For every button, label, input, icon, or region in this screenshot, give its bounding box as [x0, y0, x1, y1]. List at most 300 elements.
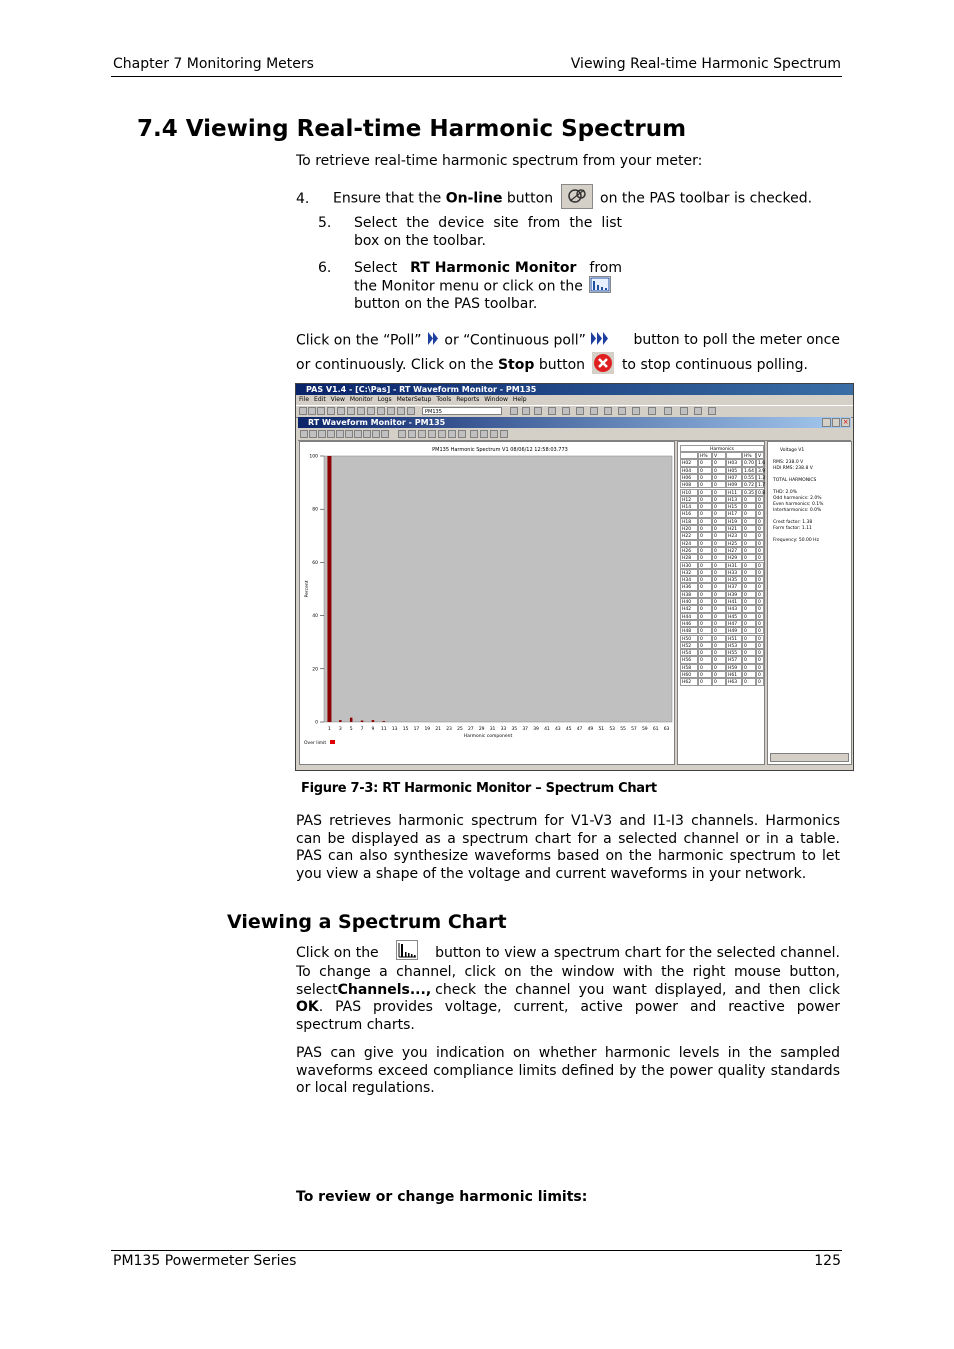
table-cell: 0 [742, 613, 756, 620]
chart-title: PM135 Harmonic Spectrum V1 08/06/12 12:58:03.773 [432, 447, 568, 453]
table-cell: 0 [712, 518, 726, 525]
table-cell: 0 [712, 583, 726, 590]
x-tick-label: 3 [338, 727, 342, 732]
table-cell: 0 [712, 459, 726, 466]
table-cell: 0 [712, 510, 726, 517]
table-row [680, 583, 764, 590]
table-cell: 0 [698, 613, 712, 620]
info-line: Even harmonics: 0.1% [773, 502, 824, 507]
legend-swatch [330, 740, 335, 744]
minimize-icon[interactable] [822, 418, 831, 427]
table-row [680, 510, 764, 517]
info-pane [767, 441, 852, 765]
info-line: Interharmonics: 0.0% [773, 508, 822, 513]
menu-logs[interactable]: Logs [377, 396, 392, 403]
table-cell: 0.55 [744, 475, 755, 481]
table-cell: 0 [712, 627, 726, 634]
table-header-cell [726, 452, 742, 459]
toolbar-button[interactable] [694, 407, 702, 415]
table-header-cell [680, 452, 698, 459]
table-cell: 0 [756, 540, 764, 547]
harmonics-header-row [680, 452, 764, 459]
table-cell: H47 [726, 620, 742, 627]
table-cell: H62 [680, 678, 698, 685]
menu-help[interactable]: Help [512, 396, 527, 403]
paragraph-text: Click on the [296, 945, 379, 962]
toolbar-button[interactable] [522, 407, 530, 415]
monitor-toolbar-button[interactable] [428, 430, 436, 438]
page-title: 7.4 Viewing Real-time Harmonic Spectrum [137, 116, 687, 142]
table-cell: 0 [756, 518, 764, 525]
monitor-toolbar-button[interactable] [309, 430, 317, 438]
poll-text: or “Continuous poll” [444, 332, 586, 349]
table-row [680, 656, 764, 663]
toolbar-button[interactable] [664, 407, 672, 415]
y-axis-label: Percent [305, 580, 310, 598]
table-cell: 0 [698, 627, 712, 634]
info-line: TOTAL HARMONICS [773, 478, 817, 483]
x-tick-label: 41 [544, 727, 550, 732]
poll-paragraph [296, 332, 840, 376]
app-titlebar: PAS V1.4 - [C:\Pas] - RT Waveform Monitor - PM135 [296, 384, 853, 395]
x-tick-label: 35 [511, 727, 518, 732]
monitor-toolbar-button[interactable] [372, 430, 380, 438]
table-cell: H15 [726, 503, 742, 510]
toolbar-button[interactable] [708, 407, 716, 415]
table-cell: 0 [712, 598, 726, 605]
table-cell: 0 [742, 635, 756, 642]
monitor-toolbar-button[interactable] [438, 430, 446, 438]
table-cell: H19 [726, 518, 742, 525]
maximize-icon[interactable] [832, 418, 841, 427]
site-select[interactable]: PM135 [422, 407, 502, 415]
monitor-toolbar-button[interactable] [327, 430, 335, 438]
monitor-toolbar-button[interactable] [354, 430, 362, 438]
toolbar-button[interactable] [604, 407, 612, 415]
table-cell: 0 [712, 605, 726, 612]
x-tick-label: 29 [478, 727, 485, 732]
table-cell: 0 [698, 576, 712, 583]
table-cell: 0 [742, 671, 756, 678]
toolbar-button[interactable] [327, 407, 335, 415]
table-cell: H55 [726, 649, 742, 656]
table-cell: 0 [742, 510, 756, 517]
table-cell: 0 [742, 620, 756, 627]
table-cell: H57 [726, 656, 742, 663]
table-row [680, 540, 764, 547]
table-cell: H13 [726, 496, 742, 503]
table-cell: 0 [756, 627, 764, 634]
monitor-toolbar-button[interactable] [448, 430, 456, 438]
monitor-toolbar-button[interactable] [480, 430, 488, 438]
table-cell: 0 [712, 540, 726, 547]
bar-h1 [327, 456, 331, 722]
table-cell: H08 [680, 481, 698, 488]
table-cell: H20 [680, 525, 698, 532]
table-row [680, 503, 764, 510]
step-text: on the PAS toolbar is checked. [600, 190, 813, 207]
table-cell: 0 [698, 620, 712, 627]
table-cell: 0 [698, 569, 712, 576]
table-cell: 0 [712, 474, 726, 481]
x-tick-label: 1 [328, 727, 331, 732]
table-cell: H37 [726, 583, 742, 590]
toolbar-button[interactable] [367, 407, 375, 415]
table-row [680, 664, 764, 671]
table-cell: 0 [698, 489, 712, 496]
table-row [680, 518, 764, 525]
table-cell: 0 [742, 678, 756, 685]
toolbar-button[interactable] [397, 407, 405, 415]
table-cell: H30 [680, 562, 698, 569]
table-cell: H59 [726, 664, 742, 671]
table-cell: 0 [712, 467, 726, 474]
menu-edit[interactable]: Edit [314, 396, 326, 403]
table-cell: H05 [726, 467, 742, 474]
table-cell: 0 [756, 496, 764, 503]
table-cell: 0 [698, 547, 712, 554]
table-cell: 0 [712, 532, 726, 539]
table-cell: H51 [726, 635, 742, 642]
info-line: Frequency: 50.00 Hz [773, 538, 819, 543]
menu-view[interactable]: View [330, 396, 345, 403]
table-cell: H22 [680, 532, 698, 539]
table-cell: 0.8 [758, 490, 766, 496]
x-tick-label: 37 [522, 727, 529, 732]
table-cell: 0 [742, 598, 756, 605]
toolbar-button[interactable] [387, 407, 395, 415]
table-cell: 0 [742, 664, 756, 671]
table-cell: 0 [698, 591, 712, 598]
continuous-poll-icon [590, 330, 610, 347]
table-row [680, 496, 764, 503]
poll-text: Click on the “Poll” [296, 332, 422, 349]
horizontal-scrollbar[interactable] [770, 753, 849, 762]
table-row [680, 598, 764, 605]
table-row [680, 591, 764, 598]
harmonics-table-title: Harmonics [680, 445, 764, 452]
table-row [680, 678, 764, 685]
monitor-toolbar-button[interactable] [345, 430, 353, 438]
toolbar-button[interactable] [534, 407, 542, 415]
toolbar-button[interactable] [618, 407, 626, 415]
toolbar-button[interactable] [576, 407, 584, 415]
table-cell: H36 [680, 583, 698, 590]
step-bold: RT Harmonic Monitor [410, 260, 577, 276]
table-cell: 0 [742, 583, 756, 590]
table-cell: H56 [680, 656, 698, 663]
toolbar-button[interactable] [377, 407, 385, 415]
header-rule [111, 76, 842, 77]
monitor-toolbar-button[interactable] [470, 430, 478, 438]
poll-text: to stop continuous polling. [621, 357, 808, 373]
step-text: the Monitor menu or click on the [354, 278, 583, 295]
x-tick-label: 5 [349, 727, 353, 732]
table-cell: H38 [680, 591, 698, 598]
table-cell: 0 [756, 503, 764, 510]
table-cell: 0 [742, 554, 756, 561]
paragraph-text: button to view a spectrum chart for the selected channel. [435, 945, 840, 962]
y-tick-label: 100 [309, 454, 318, 460]
x-tick-label: 63 [663, 727, 670, 732]
x-tick-label: 53 [609, 727, 616, 732]
monitor-toolbar-button[interactable] [490, 430, 498, 438]
x-tick-label: 49 [587, 727, 594, 732]
table-cell: 0 [712, 620, 726, 627]
table-cell: 0 [756, 664, 764, 671]
table-cell: 0 [698, 562, 712, 569]
table-cell: 0 [742, 525, 756, 532]
table-cell: 0 [698, 664, 712, 671]
table-cell: H52 [680, 642, 698, 649]
menu-reports[interactable]: Reports [456, 396, 480, 403]
table-row [680, 671, 764, 678]
monitor-toolbar-button[interactable] [408, 430, 416, 438]
toolbar-button[interactable] [648, 407, 656, 415]
table-cell: 0 [698, 635, 712, 642]
section-heading: Viewing a Spectrum Chart [227, 911, 507, 933]
rt-harmonic-monitor-icon [589, 276, 611, 293]
table-cell: H42 [680, 605, 698, 612]
table-cell: 0 [742, 656, 756, 663]
y-tick-label: 80 [312, 507, 318, 513]
toolbar-button[interactable] [548, 407, 556, 415]
table-cell: H46 [680, 620, 698, 627]
table-row [680, 474, 764, 481]
table-cell: 0 [698, 503, 712, 510]
monitor-toolbar-button[interactable] [336, 430, 344, 438]
step-text: button [502, 190, 554, 207]
menu-file[interactable]: File [299, 396, 310, 403]
table-cell: 0 [742, 569, 756, 576]
x-tick-label: 15 [402, 727, 409, 732]
table-cell: 0 [712, 576, 726, 583]
table-cell: 0 [698, 474, 712, 481]
app-menubar [296, 395, 853, 405]
monitor-toolbar-button[interactable] [500, 430, 508, 438]
poll-text: or continuously. Click on the [296, 357, 498, 373]
table-cell: 0 [698, 642, 712, 649]
paragraph-text: select [296, 981, 338, 998]
table-cell: 0 [756, 576, 764, 583]
paragraph-text: check the channel you want displayed, and then click [435, 981, 840, 998]
table-row [680, 627, 764, 634]
table-cell: 1.64 [744, 468, 755, 474]
table-cell: 0 [712, 489, 726, 496]
paragraph-text: spectrum charts. [296, 1016, 415, 1033]
table-cell: 0 [742, 547, 756, 554]
table-row [680, 525, 764, 532]
channels-bold: Channels..., [337, 981, 432, 998]
table-cell: 1.6 [758, 461, 766, 467]
toolbar-button[interactable] [680, 407, 688, 415]
info-line: THD: 2.0% [773, 490, 797, 495]
monitor-toolbar-button[interactable] [363, 430, 371, 438]
monitor-toolbar-button[interactable] [318, 430, 326, 438]
window-controls [822, 418, 850, 427]
toolbar-button[interactable] [562, 407, 570, 415]
header-chapter: Chapter 7 Monitoring Meters [113, 56, 314, 72]
close-icon[interactable]: × [842, 418, 849, 426]
toolbar-button[interactable] [510, 407, 518, 415]
table-cell: 1.7 [758, 483, 766, 489]
table-cell: H16 [680, 510, 698, 517]
menu-monitor[interactable]: Monitor [349, 396, 373, 403]
table-cell: H09 [726, 481, 742, 488]
table-cell: 0 [712, 642, 726, 649]
table-cell: H12 [680, 496, 698, 503]
legend-label: Over limit [304, 741, 327, 746]
toolbar-button[interactable] [590, 407, 598, 415]
x-tick-label: 45 [565, 727, 572, 732]
step-text: Select the device site from the list [354, 215, 622, 231]
step-number: 4. [296, 190, 310, 207]
x-tick-label: 31 [489, 727, 496, 732]
table-cell: H58 [680, 664, 698, 671]
table-cell: H24 [680, 540, 698, 547]
table-cell: 0 [698, 540, 712, 547]
table-cell: 0 [698, 671, 712, 678]
monitor-toolbar-button[interactable] [300, 430, 308, 438]
stop-icon [592, 352, 614, 374]
table-row [680, 554, 764, 561]
table-cell: 0 [756, 598, 764, 605]
table-cell: H34 [680, 576, 698, 583]
table-cell: 0 [756, 510, 764, 517]
table-cell: 0 [698, 532, 712, 539]
table-cell: 0 [712, 649, 726, 656]
x-tick-label: 57 [631, 727, 637, 732]
table-cell: H50 [680, 635, 698, 642]
table-cell: H53 [726, 642, 742, 649]
table-row [680, 613, 764, 620]
table-cell: 0 [756, 613, 764, 620]
ok-bold: OK [296, 999, 319, 1015]
table-cell: 0 [698, 518, 712, 525]
table-cell: 0 [756, 569, 764, 576]
spectrum-chart-pane [299, 441, 675, 765]
table-row [680, 481, 764, 488]
table-cell: H14 [680, 503, 698, 510]
monitor-toolbar-button[interactable] [398, 430, 406, 438]
table-cell: H60 [680, 671, 698, 678]
table-cell: 0 [756, 583, 764, 590]
table-cell: 0 [712, 671, 726, 678]
table-cell: 0 [698, 525, 712, 532]
table-cell: 0 [712, 656, 726, 663]
paragraph-text: To change a channel, click on the window with the right mouse button, [296, 964, 840, 980]
table-cell: 0 [712, 678, 726, 685]
toolbar-button[interactable] [337, 407, 345, 415]
table-cell: 0 [712, 635, 726, 642]
table-cell: H49 [726, 627, 742, 634]
toolbar-button[interactable] [347, 407, 355, 415]
step-text: Ensure that the [333, 190, 446, 207]
step-number: 6. [318, 260, 332, 276]
table-cell: H45 [726, 613, 742, 620]
info-line: HDI RMS: 238.8 V [773, 466, 813, 471]
table-cell: 0 [712, 591, 726, 598]
table-cell: 0 [756, 642, 764, 649]
x-tick-label: 43 [554, 727, 561, 732]
table-cell: H40 [680, 598, 698, 605]
step-text [354, 260, 622, 278]
table-row [680, 489, 764, 496]
table-cell: 0 [698, 496, 712, 503]
table-cell: H32 [680, 569, 698, 576]
table-row [680, 547, 764, 554]
menu-tools[interactable]: Tools [436, 396, 452, 403]
table-cell: 0 [742, 591, 756, 598]
table-cell: 0 [698, 467, 712, 474]
stop-bold: Stop [497, 357, 535, 373]
table-cell: H33 [726, 569, 742, 576]
x-axis-label: Harmonic component [463, 734, 513, 739]
info-line: Voltage V1 [780, 448, 805, 453]
spectrum-chart-icon [396, 940, 418, 960]
table-cell: H10 [680, 489, 698, 496]
toolbar-button[interactable] [407, 407, 415, 415]
spectrum-chart [300, 442, 674, 764]
table-cell: H48 [680, 627, 698, 634]
table-cell: 0 [712, 547, 726, 554]
table-row [680, 459, 764, 466]
step-text [354, 278, 611, 296]
table-cell: 0.70 [744, 461, 755, 467]
x-tick-label: 47 [576, 727, 583, 732]
table-row [680, 620, 764, 627]
table-cell: 0 [742, 518, 756, 525]
menu-metersetup[interactable]: MeterSetup [396, 396, 432, 403]
footer-product: PM135 Powermeter Series [113, 1253, 297, 1269]
plot-area [324, 456, 672, 722]
table-cell: 0 [756, 591, 764, 598]
table-cell: 0 [756, 554, 764, 561]
toolbar-button[interactable] [308, 407, 316, 415]
toolbar-button[interactable] [317, 407, 325, 415]
table-cell: 0 [712, 503, 726, 510]
table-cell: 0 [712, 554, 726, 561]
table-cell: 0 [756, 671, 764, 678]
poll-icon [426, 330, 440, 347]
step-text: box on the toolbar. [354, 233, 486, 249]
table-cell: 0 [698, 598, 712, 605]
toolbar-button[interactable] [357, 407, 365, 415]
toolbar-button[interactable] [299, 407, 307, 415]
table-cell: H02 [680, 459, 698, 466]
table-header-cell: H% [698, 452, 712, 459]
x-tick-label: 61 [652, 727, 659, 732]
table-row [680, 562, 764, 569]
monitor-toolbar-button[interactable] [381, 430, 389, 438]
x-tick-label: 11 [380, 727, 387, 732]
page-number: 125 [814, 1253, 841, 1269]
x-tick-label: 19 [424, 727, 431, 732]
toolbar-button[interactable] [632, 407, 640, 415]
header-section: Viewing Real-time Harmonic Spectrum [570, 56, 841, 72]
monitor-toolbar-button[interactable] [418, 430, 426, 438]
table-header-cell: H% [742, 452, 756, 459]
x-tick-label: 59 [641, 727, 648, 732]
table-cell: 0 [742, 642, 756, 649]
monitor-toolbar-button[interactable] [458, 430, 466, 438]
table-cell: H06 [680, 474, 698, 481]
spectrum-chart-paragraph [296, 944, 840, 1034]
table-cell: H17 [726, 510, 742, 517]
table-cell: 0 [742, 503, 756, 510]
x-tick-label: 23 [446, 727, 452, 732]
menu-window[interactable]: Window [484, 396, 508, 403]
